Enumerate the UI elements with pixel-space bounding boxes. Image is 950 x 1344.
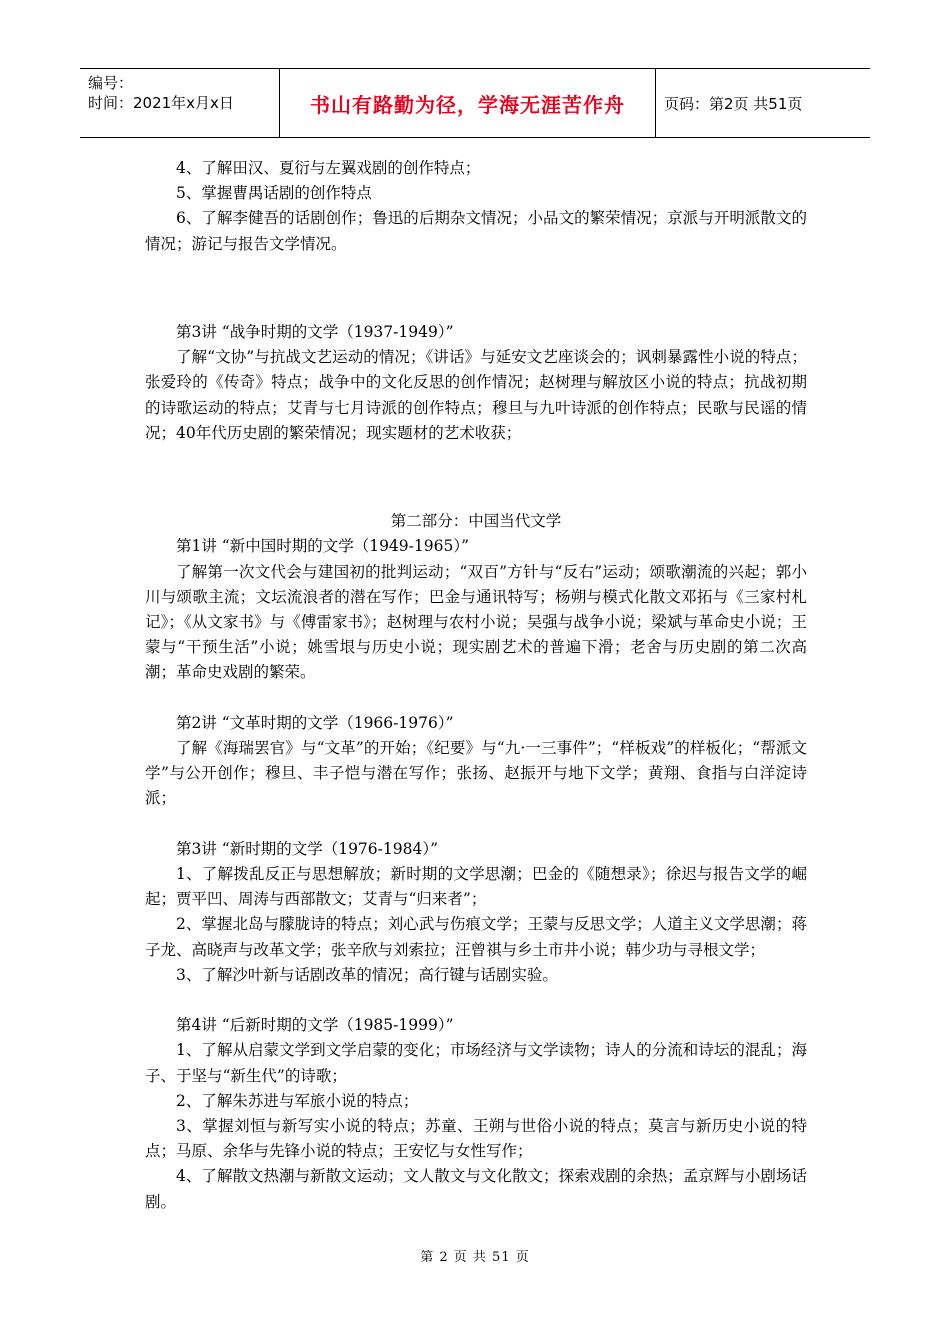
paragraph: 4、了解田汉、夏衍与左翼戏剧的创作特点； [176, 159, 481, 177]
paragraph: 4、了解散文热潮与新散文运动；文人散文与文化散文；探索戏剧的余热；孟京辉与小剧场话剧。 [145, 1167, 807, 1211]
paragraph: 1、了解从启蒙文学到文学启蒙的变化；市场经济与文学读物；诗人的分流和诗坛的混乱；海子、于坚与“新生代”的诗歌； [145, 1041, 807, 1085]
section-heading: 第1讲 “新中国时期的文学（1949-1965）” [176, 537, 470, 556]
header-page-info: 页码：第2页 共51页 [664, 94, 803, 113]
code-label: 编号： [88, 74, 134, 92]
paragraph: 了解第一次文代会与建国初的批判运动；“双百”方针与“反右”运动；颂歌潮流的兴起；郭小川与颂歌主流；文坛流浪者的潜在写作；巴金与通讯特写；杨朔与模式化散文邓拓与《三家村札记》；《从文家书》与《傅雷家书》；赵树理与农村小说；吴强与战争小说；梁斌与革命史小说；王蒙与“干预生活”小说；姚雪垠与历史小说；现实剧艺术的普遍下滑；老舍与历史剧的第二次高潮；革命史戏剧的繁荣。 [145, 562, 807, 682]
paragraph: 了解《海瑞罢官》与“文革”的开始；《纪要》与“九·一三事件”；“样板戏”的样板化；“帮派文学”与公开创作；穆旦、丰子恺与潜在写作；张扬、赵振开与地下文学；黄翔、食指与白洋淀诗派； [145, 739, 807, 808]
paragraph: 2、掌握北岛与朦胧诗的特点；刘心武与伤痕文学；王蒙与反思文学；人道主义文学思潮；蒋子龙、高晓声与改革文学；张辛欣与刘索拉；汪曾祺与乡土市井小说；韩少功与寻根文学； [145, 915, 807, 959]
page-header [80, 68, 870, 138]
document-body [145, 156, 807, 1215]
page-footer: 第 2 页 共 51 页 [420, 1250, 530, 1265]
paragraph: 3、掌握刘恒与新写实小说的特点；苏童、王朔与世俗小说的特点；莫言与新历史小说的特点；马原、余华与先锋小说的特点；王安忆与女性写作； [145, 1117, 807, 1161]
section-heading: 第3讲 “战争时期的文学（1937-1949）” [176, 323, 454, 341]
paragraph: 2、了解朱苏进与军旅小说的特点； [176, 1091, 419, 1110]
header-motto: 书山有路勤为径，学海无涯苦作舟 [280, 69, 656, 137]
date-line: 时间：2021年x月x日 [88, 94, 234, 112]
paragraph: 6、了解李健吾的话剧创作；鲁迅的后期杂文情况；小品文的繁荣情况；京派与开明派散文的情况；游记与报告文学情况。 [145, 209, 807, 253]
part-title: 第二部分：中国当代文学 [390, 512, 562, 531]
paragraph: 5、掌握曹禺话剧的创作特点 [176, 184, 372, 203]
paragraph: 了解“文协”与抗战文艺运动的情况；《讲话》与延安文艺座谈会的；讽刺暴露性小说的特点；张爱玲的《传奇》特点；战争中的文化反思的创作情况；赵树理与解放区小说的特点；抗战初期的诗歌运动的特点；艾青与七月诗派的创作特点；穆旦与九叶诗派的创作特点；民歌与民谣的情况；40年代历史剧的繁荣情况；现实题材的艺术收获； [145, 348, 807, 442]
header-meta [80, 69, 280, 137]
section-heading: 第4讲 “后新时期的文学（1985-1999）” [176, 1016, 454, 1035]
paragraph: 3、了解沙叶新与话剧改革的情况；高行键与话剧实验。 [176, 965, 558, 984]
section-heading: 第2讲 “文革时期的文学（1966-1976）” [176, 713, 454, 732]
section-heading: 第3讲 “新时期的文学（1976-1984）” [176, 839, 439, 858]
paragraph: 1、了解拨乱反正与思想解放；新时期的文学思潮；巴金的《随想录》；徐迟与报告文学的崛起；贾平凹、周涛与西部散文；艾青与“归来者”； [145, 865, 807, 909]
